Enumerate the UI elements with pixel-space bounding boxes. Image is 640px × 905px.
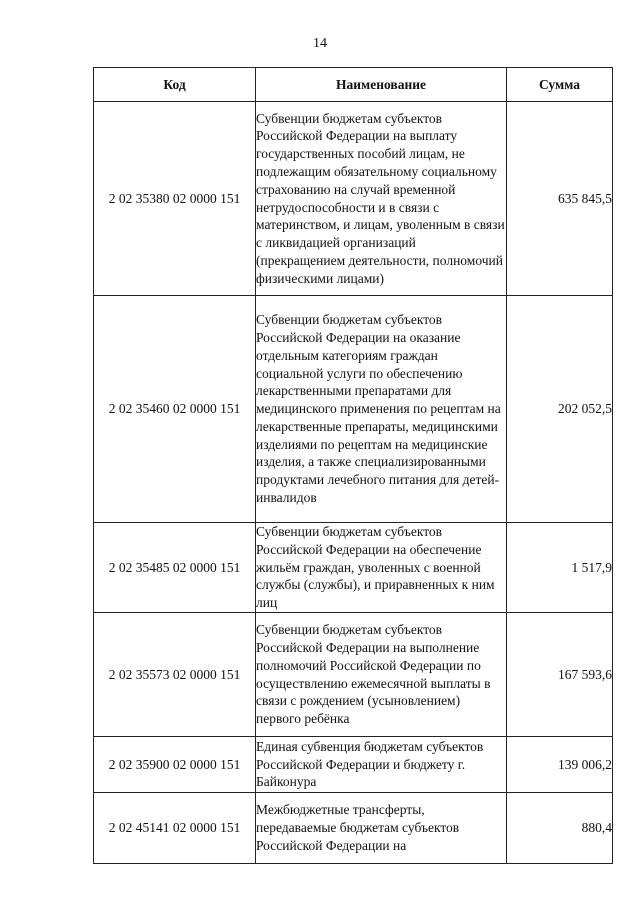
header-sum: Сумма: [507, 68, 613, 102]
row-name: Субвенции бюджетам субъектов Российской Федерации на обеспечение жильём граждан, уволенных с военной службы (службы), и приравненных к ним лиц: [256, 523, 507, 613]
row-name: Субвенции бюджетам субъектов Российской Федерации на выполнение полномочий Российской Федерации по осуществлению ежемесячной выплаты в связи с рождением (усыновлением) первого ребёнка: [256, 613, 507, 737]
row-sum: 139 006,2: [507, 737, 613, 793]
row-sum: 167 593,6: [507, 613, 613, 737]
row-code: 2 02 35460 02 0000 151: [94, 296, 256, 523]
row-name: Межбюджетные трансферты, передаваемые бюджетам субъектов Российской Федерации на: [256, 793, 507, 864]
table-header-row: [94, 68, 613, 102]
budget-table: [93, 67, 613, 864]
table-row: [94, 523, 613, 613]
table-row: [94, 102, 613, 296]
row-sum: 202 052,5: [507, 296, 613, 523]
header-name: Наименование: [256, 68, 507, 102]
row-sum: 880,4: [507, 793, 613, 864]
table-row: [94, 613, 613, 737]
page-number: 14: [313, 36, 327, 51]
row-code: 2 02 45141 02 0000 151: [94, 793, 256, 864]
row-sum: 635 845,5: [507, 102, 613, 296]
row-code: 2 02 35900 02 0000 151: [94, 737, 256, 793]
header-code: Код: [94, 68, 256, 102]
row-code: 2 02 35573 02 0000 151: [94, 613, 256, 737]
row-sum: 1 517,9: [507, 523, 613, 613]
row-name: Субвенции бюджетам субъектов Российской Федерации на выплату государственных пособий лицам, не подлежащим обязательному социальному страхованию на случай временной нетрудоспособности и в связи с материнством, и лицам, уволенным в связи с ликвидацией организаций (прекращением деятельности, полномочий физическими лицами): [256, 102, 507, 296]
table-row: [94, 296, 613, 523]
row-name: Субвенции бюджетам субъектов Российской Федерации на оказание отдельным категориям граждан социальной услуги по обеспечению лекарственными препаратами для медицинского применения по рецептам на лекарственные препараты, медицинскими изделиями по рецептам на медицинские изделия, а также специализированными продуктами лечебного питания для детей-инвалидов: [256, 296, 507, 523]
row-name: Единая субвенция бюджетам субъектов Российской Федерации и бюджету г. Байконура: [256, 737, 507, 793]
table-row: [94, 737, 613, 793]
table-row: [94, 793, 613, 864]
row-code: 2 02 35380 02 0000 151: [94, 102, 256, 296]
row-code: 2 02 35485 02 0000 151: [94, 523, 256, 613]
